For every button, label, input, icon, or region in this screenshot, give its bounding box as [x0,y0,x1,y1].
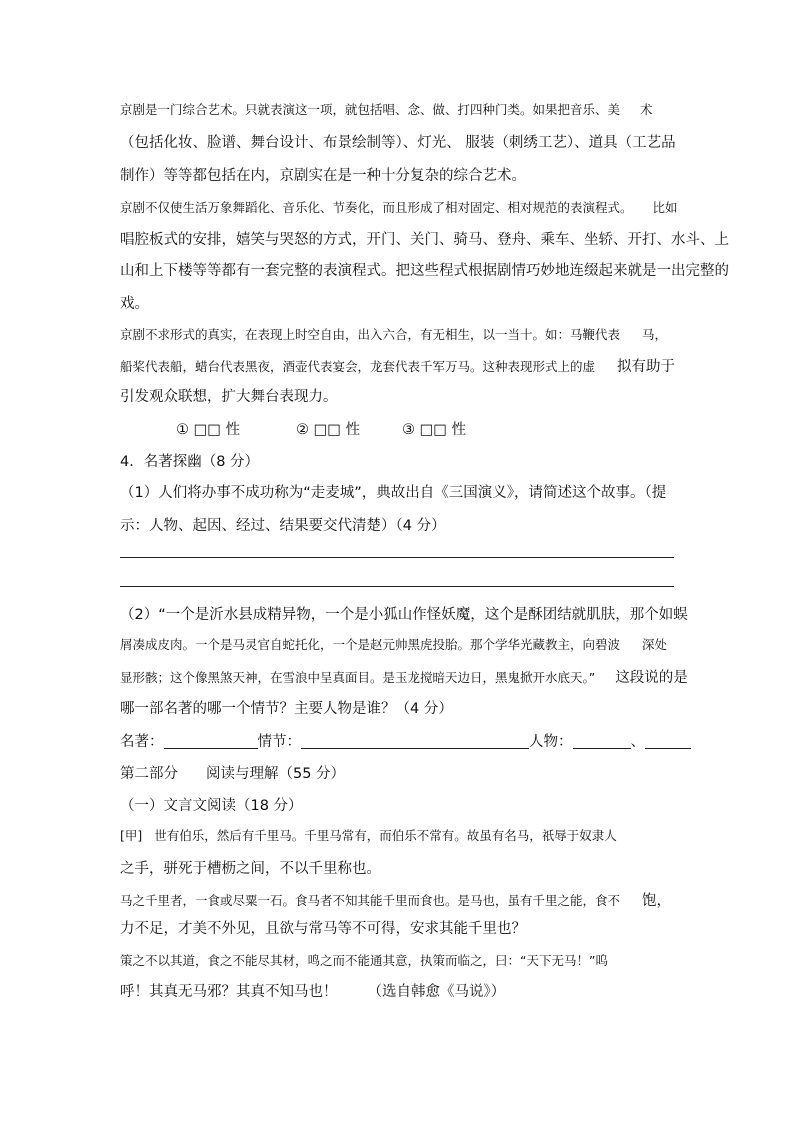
source-citation: （选自韩愈《马说》） [367,984,506,1000]
q4-sub2-text-end: 深处 [642,637,668,652]
passage-text: 京剧不求形式的真实，在表现上时空自由，出入六合，有无相生，以一当十。如：马鞭代表 [120,327,621,342]
q4-sub2-line-4: 哪一部名著的哪一个情节？主要人物是谁？（4 分） [120,701,453,717]
label-book: 名著： [120,734,164,750]
answer-fields [120,730,691,751]
q4-title: 4．名著探幽（8 分） [120,454,260,470]
passage-line-6: 山和上下楼等等都有一套完整的表演程式。把这些程式根据剧情巧妙地连缀起来就是一出完整的 [120,263,729,279]
jia-text: 马之千里者，一食或尽粟一石。食马者不知其能千里而食也。是马也，虽有千里之能，食不 [120,893,621,908]
option-2: ② □□ 性 [296,422,361,438]
passage-line-2: （包括化妆、脸谱、舞台设计、布景绘制等）、灯光、 服装（刺绣工艺）、道具（工艺品 [120,135,676,151]
blank-options [176,418,466,439]
option-3: ③ □□ 性 [402,422,467,438]
passage-line-10: 引发观众联想，扩大舞台表现力。 [120,389,338,405]
answer-line-2[interactable] [120,586,674,587]
part2-heading [120,762,345,783]
q4-sub2-text: 显形骸；这个像黑煞天神，在雪浪中呈真面目。是玉龙搅暗天边日，黑鬼掀开水底天。” [120,670,596,685]
passage-text: 京剧不仅使生活万象舞蹈化、音乐化、节奏化，而且形成了相对固定、相对规范的表演程式。 [120,200,633,215]
passage-text: 船桨代表船，蜡台代表黑夜，酒壶代表宴会，龙套代表千军万马。这种表现形式上的虚 [120,359,596,374]
passage-text-end: 术 [640,102,653,117]
passage-line-7: 戏。 [120,296,149,312]
passage-line-4 [120,198,678,216]
jia-line-5: 策之不以其道，食之不能尽其材，鸣之而不能通其意，执策而临之，曰：“天下无马！”呜 [120,953,608,968]
section-title: （一）文言文阅读（18 分） [120,798,303,814]
jia-line-4: 力不足，才美不外见，且欲与常马等不可得，安求其能千里也？ [120,921,526,937]
person-input-2[interactable] [645,733,691,749]
jia-line-3 [120,889,671,910]
book-input[interactable] [164,733,258,749]
q4-sub2-text-end: 这段说的是 [615,670,688,686]
q4-sub2-line-2 [120,635,667,653]
jia-line-2: 之手，骈死于槽枥之间，不以千里称也。 [120,861,381,877]
passage-text-end: 比如 [652,200,678,215]
label-person: 人物： [529,734,573,750]
jia-text: 呼！其真无马邪？其真不知马也！ [120,984,338,1000]
jia-text-end: 饱， [642,893,672,909]
passage-line-8 [120,325,667,343]
option-1: ① □□ 性 [176,422,241,438]
plot-input[interactable] [301,733,529,749]
passage-line-3: 制作）等等都包括在内，京剧实在是一种十分复杂的综合艺术。 [120,168,526,184]
jia-text: 世有伯乐，然后有千里马。千里马常有，而伯乐不常有。故虽有名马，祇辱于奴隶人 [154,828,617,843]
q4-sub1-line-1: （1）人们将办事不成功称为“走麦城”，典故出自《三国演义》，请简述这个故事。（提 [120,485,667,501]
part2-subtitle: 阅读与理解（55 分） [206,766,346,782]
label-plot: 情节： [257,734,301,750]
q4-sub1-line-2: 示：人物、起因、经过、结果要交代清楚）（4 分） [120,518,446,534]
passage-line-9 [120,355,675,376]
passage-text-end: 马， [642,327,668,342]
q4-sub2-line-1: （2）“一个是沂水县成精异物，一个是小狐山作怪妖魔，这个是酥团结就肌肤，那个如蜈 [120,607,688,623]
passage-line-1 [120,100,653,118]
q4-sub2-text: 屑凑成皮肉。一个是马灵官自蛇托化，一个是赵元帅黑虎投胎。那个学华光藏教主，向碧波 [120,637,621,652]
part2-title: 第二部分 [120,766,178,782]
passage-text-end: 拟有助于 [617,359,676,375]
q4-sub2-line-3 [120,666,688,687]
passage-text: 京剧是一门综合艺术。只就表演这一项，就包括唱、念、做、打四种门类。如果把音乐、美 [120,102,621,117]
person-input-1[interactable] [573,733,631,749]
jia-label: [甲] [120,828,143,843]
answer-line-1[interactable] [120,557,674,558]
jia-line-1 [120,826,617,844]
jia-line-6 [120,980,505,1001]
person-separator: 、 [630,734,645,750]
passage-line-5: 唱腔板式的安排，嬉笑与哭怒的方式，开门、关门、骑马、登舟、乘车、坐轿、开打、水斗、上 [120,232,729,248]
